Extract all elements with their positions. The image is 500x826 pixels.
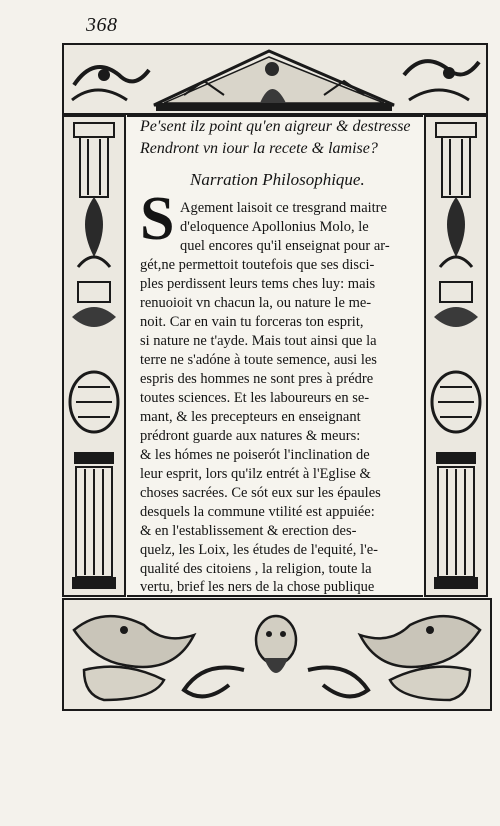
body-text-line: renuoioit vn chacun la, ou nature le me- bbox=[140, 295, 372, 311]
body-text-line: toutes sciences. Et les laboureurs en se- bbox=[140, 390, 370, 406]
top-ornament-frieze bbox=[62, 43, 488, 115]
body-text-line: prédront guarde aux natures & meurs: bbox=[140, 428, 361, 444]
body-text-line: quel encores qu'il enseignat pour ar- bbox=[180, 238, 390, 254]
section-heading: Narration Philosophique. bbox=[190, 170, 365, 189]
body-text-line: desquels la commune vtilité est appuiée: bbox=[140, 504, 375, 520]
body-text-line: si nature ne t'ayde. Mais tout ainsi que la bbox=[140, 333, 377, 349]
body-text-line: leur esprit, lors qu'ilz entrét à l'Eglise & bbox=[140, 466, 371, 482]
verse-line: Rendront vn iour la recete & lamise? bbox=[140, 140, 378, 157]
body-text-line: noit. Car en vain tu forceras ton esprit, bbox=[140, 314, 364, 330]
body-text-line: espris des hommes ne sont pres à prédre bbox=[140, 371, 374, 387]
page-number: 368 bbox=[86, 14, 118, 36]
body-text-line: Agement laisoit ce tresgrand maitre bbox=[180, 200, 387, 216]
body-text-line: ples perdissent leurs tems ches luy: mais bbox=[140, 276, 376, 292]
left-column-ornament bbox=[62, 115, 126, 597]
body-text-line: d'eloquence Apollonius Molo, le bbox=[180, 219, 369, 235]
body-text-line: choses sacrées. Ce sót eux sur les épaules bbox=[140, 485, 381, 501]
body-text-line: gét,ne permettoit toutefois que ses disci- bbox=[140, 257, 375, 273]
drop-cap-initial: S bbox=[140, 185, 175, 253]
body-text-line: terre ne s'adóne à toute semence, ausi les bbox=[140, 352, 377, 368]
body-text-line: vertu, brief les ners de la chose publique bbox=[140, 579, 375, 595]
body-text-line: quelz, les Loix, les études de l'equité, l'e- bbox=[140, 542, 378, 558]
bottom-ornament-frieze bbox=[62, 598, 492, 711]
verse-line: Pe'sent ilz point qu'en aigreur & destresse bbox=[140, 118, 411, 135]
body-text-line: & les hómes ne poiserót l'inclination de bbox=[140, 447, 370, 463]
body-text-line: & en l'establissement & erection des- bbox=[140, 523, 357, 539]
right-column-ornament bbox=[424, 115, 488, 597]
body-text-line: qualité des citoiens , la religion, toute la bbox=[140, 561, 372, 577]
body-text-line: mant, & les precepteurs en enseignant bbox=[140, 409, 361, 425]
